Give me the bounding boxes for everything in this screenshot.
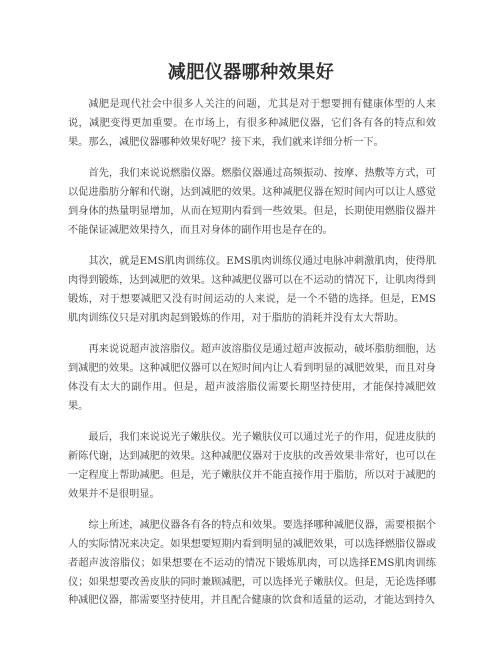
paragraph-photon-device: 最后，我们来说说光子嫩肤仪。光子嫩肤仪可以通过光子的作用，促进皮肤的新陈代谢，达到减肥的效果。这种减肥仪器对于皮肤的改善效果非常好，也可以在一定程度上帮助减肥。但是，光子嫩肤仪并不能直接作用于脂肪，所以对于减肥的效果并不是很明显。	[68, 432, 436, 500]
paragraph-ultrasonic-device: 再来说说超声波溶脂仪。超声波溶脂仪是通过超声波振动，破坏脂肪细胞，达到减肥的效果。这种减肥仪器可以在短时间内让人看到明显的减肥效果，而且对身体没有太大的副作用。但是，超声波溶脂仪需要长期坚持使用，才能保持减肥效果。	[68, 344, 436, 412]
paragraph-ems-trainer: 其次，就是EMS肌肉训练仪。EMS肌肉训练仪通过电脉冲刺激肌肉，使得肌肉得到锻炼，达到减肥的效果。这种减肥仪器可以在不运动的情况下，让肌肉得到锻炼，对于想要减肥又没有时间运动的人来说，是一个不错的选择。但是，EMS肌肉训练仪只是对肌肉起到锻炼的作用，对于脂肪的消耗并没有太大帮助。	[68, 256, 436, 324]
document-title: 减肥仪器哪种效果好	[167, 62, 335, 83]
paragraph-conclusion: 综上所述，减肥仪器各有各的特点和效果。要选择哪种减肥仪器，需要根据个人的实际情况来决定。如果想要短期内看到明显的减肥效果，可以选择燃脂仪器或者超声波溶脂仪；如果想要在不运动的情况下锻炼肌肉，可以选择EMS肌肉训练仪；如果想要改善皮肤的同时兼顾减肥，可以选择光子嫩肤仪。但是，无论选择哪种减肥仪器，都需要坚持使用，并且配合健康的饮食和适量的运动，才能达到持久	[68, 520, 436, 607]
document-body	[68, 96, 436, 624]
paragraph-intro: 减肥是现代社会中很多人关注的问题，尤其是对于想要拥有健康体型的人来说，减肥变得更加重要。在市场上，有很多种减肥仪器，它们各有各的特点和效果。那么，减肥仪器哪种效果好呢？接下来，我们就来详细分析一下。	[68, 99, 436, 148]
paragraph-fat-burning-device: 首先，我们来说说燃脂仪器。燃脂仪器通过高频振动、按摩、热敷等方式，可以促进脂肪分解和代谢，达到减肥的效果。这种减肥仪器在短时间内可以让人感觉到身体的热量明显增加，从而在短期内看到一些效果。但是，长期使用燃脂仪器并不能保证减肥效果持久，而且对身体的副作用也是存在的。	[68, 168, 436, 236]
